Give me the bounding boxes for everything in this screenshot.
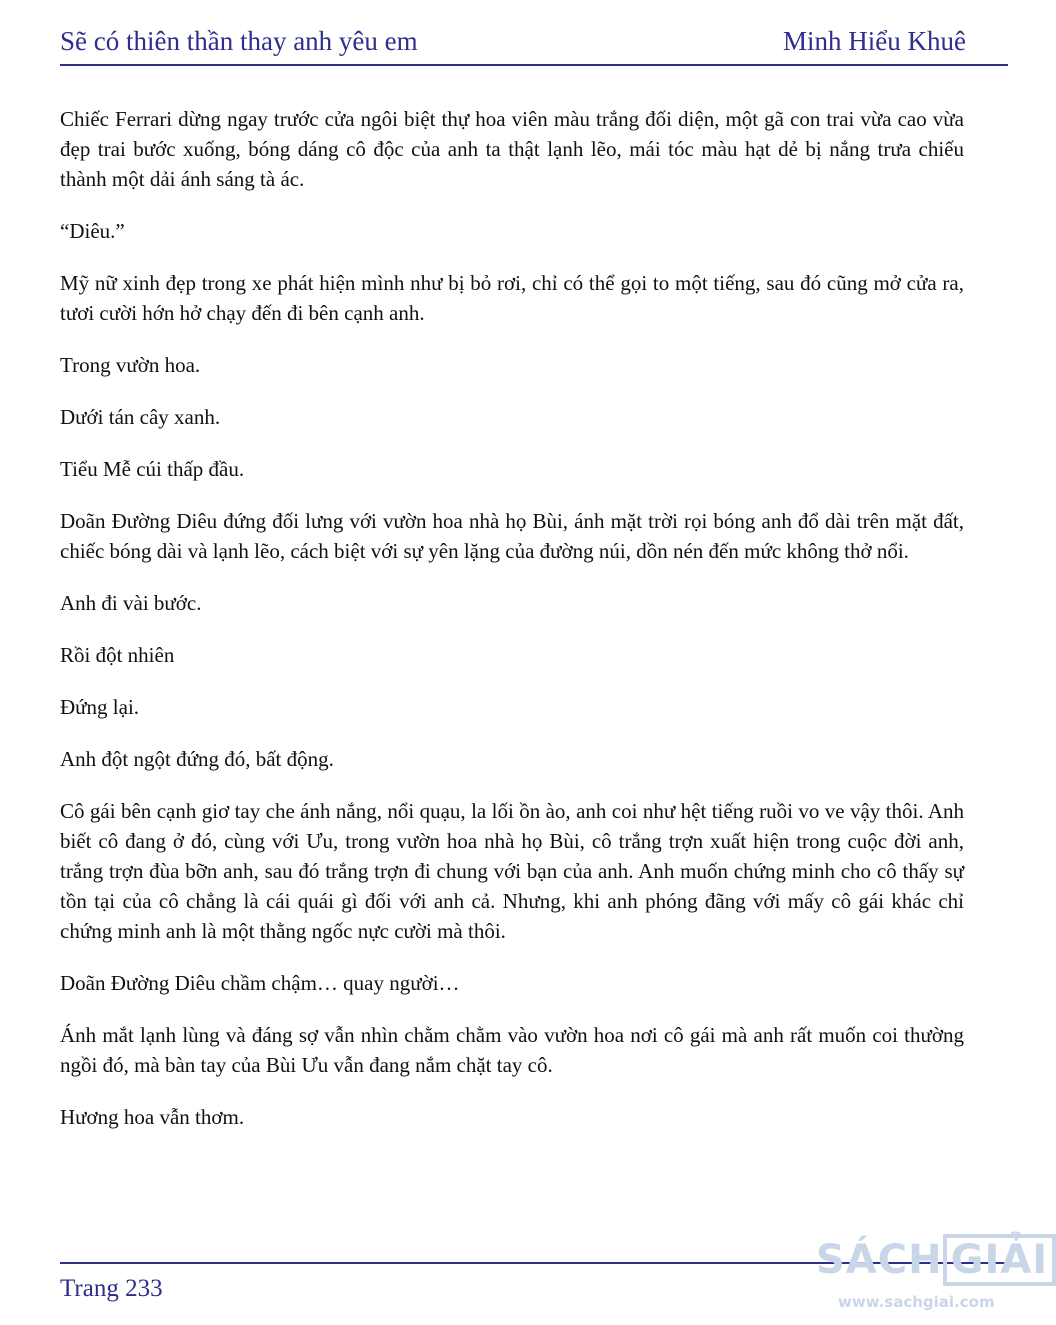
- watermark-logo-left: SÁCH: [816, 1237, 943, 1283]
- paragraph: Doãn Đường Diêu chầm chậm… quay người…: [60, 971, 460, 995]
- paragraph: “Diêu.”: [60, 219, 125, 243]
- book-title: Sẽ có thiên thần thay anh yêu em: [60, 26, 418, 56]
- paragraph: Hương hoa vẫn thơm.: [60, 1105, 245, 1129]
- watermark-logo: [816, 1226, 1049, 1325]
- page-body: [60, 104, 964, 1154]
- paragraph: Rồi đột nhiên: [60, 643, 175, 667]
- paragraph: Anh đi vài bước.: [60, 591, 202, 615]
- paragraph: Chiếc Ferrari dừng ngay trước cửa ngôi biệt thự hoa viên màu trắng đối diện, một gã con trai vừa cao vừa đẹp trai bước xuống, bóng dáng cô độc của anh ta thật lạnh lẽo, mái tóc màu hạt dẻ bị nắng trưa chiếu thành một dải ánh sáng tà ác.: [60, 107, 964, 191]
- page-header: [0, 0, 1024, 68]
- paragraph: Dưới tán cây xanh.: [60, 405, 221, 429]
- header-divider: [60, 64, 1008, 66]
- paragraph: Tiểu Mễ cúi thấp đầu.: [60, 457, 245, 481]
- paragraph: Doãn Đường Diêu đứng đối lưng với vườn hoa nhà họ Bùi, ánh mặt trời rọi bóng anh đổ dài trên mặt đất, chiếc bóng dài và lạnh lẽo, cách biệt với sự yên lặng của đường núi, dồn nén đến mức không thở nổi.: [60, 509, 964, 563]
- author-name: Minh Hiểu Khuê: [783, 26, 966, 56]
- paragraph: Mỹ nữ xinh đẹp trong xe phát hiện mình như bị bỏ rơi, chỉ có thể gọi to một tiếng, sau đó cũng mở cửa ra, tươi cười hớn hở chạy đến đi bên cạnh anh.: [60, 271, 964, 325]
- paragraph: Cô gái bên cạnh giơ tay che ánh nắng, nổi quạu, la lối ồn ào, anh coi như hệt tiếng ruồi vo ve vậy thôi. Anh biết cô đang ở đó, cùng với Ưu, trong vườn hoa nhà họ Bùi, cô trắng trợn xuất hiện trong cuộc đời anh, trắng trợn đùa bỡn anh, sau đó trắng trợn đi chung với bạn của anh. Anh muốn chứng minh cho cô thấy sự tồn tại của cô chẳng là cái quái gì đối với anh cả. Nhưng, khi anh phóng đãng với mấy cô gái khác chỉ chứng minh anh là một thằng ngốc nực cười mà thôi.: [60, 799, 964, 943]
- paragraph: Đứng lại.: [60, 695, 140, 719]
- paragraph: Ánh mắt lạnh lùng và đáng sợ vẫn nhìn chằm chằm vào vườn hoa nơi cô gái mà anh rất muốn coi thường ngồi đó, mà bàn tay của Bùi Ưu vẫn đang nắm chặt tay cô.: [60, 1023, 964, 1077]
- watermark-logo-text: [816, 1234, 1056, 1286]
- paragraph: Anh đột ngột đứng đó, bất động.: [60, 747, 334, 771]
- watermark-logo-box: GIẢI: [943, 1234, 1056, 1286]
- paragraph: Trong vườn hoa.: [60, 353, 201, 377]
- page-number: Trang 233: [60, 1275, 163, 1302]
- watermark-url: www.sachgiai.com: [838, 1293, 995, 1311]
